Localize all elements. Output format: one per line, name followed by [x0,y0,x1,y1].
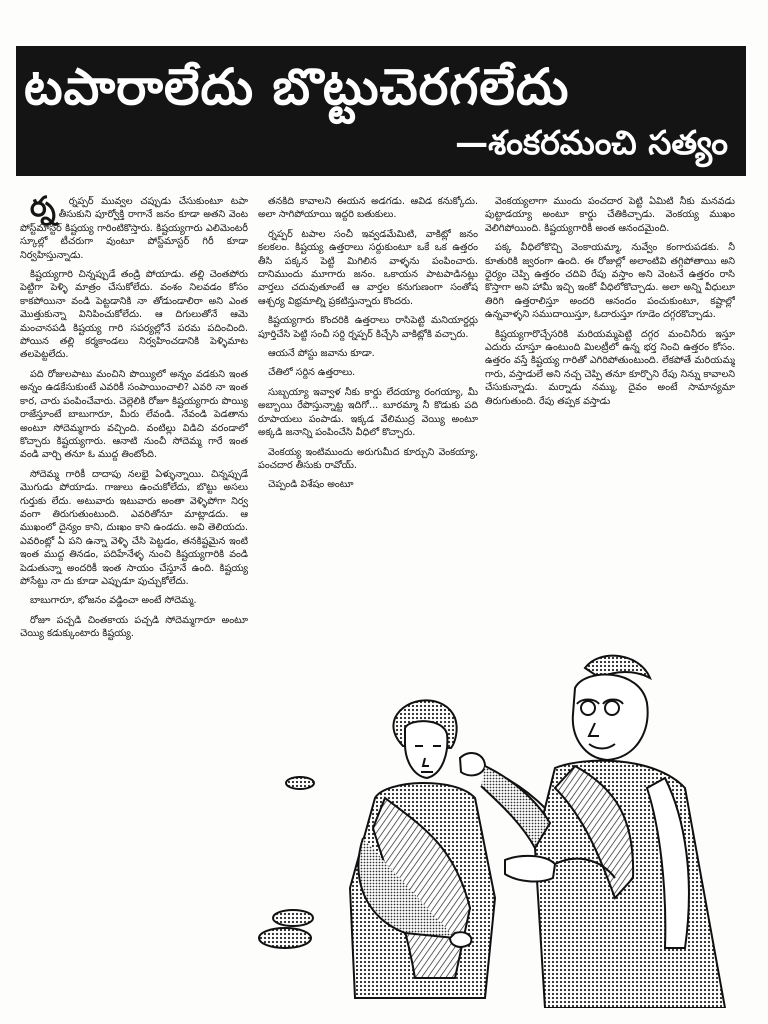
paragraph: చెప్పండి విశేషం అంటూ [268,479,354,491]
paragraph: పక్క వీధిలోకొచ్చి వెంకాయమ్మా, నువ్వేం కంగారుపడకు. నీ కూతురికి జ్వరంగా ఉంది. ఈ రోజుల్లో అలాంటివి తగ్గిపోతాయి అని ధైర్యం చెప్పి ఉత్తరం చదివి రేపు వస్తాం అని వెంటనే ఉత్తరం రాసి కొస్తాగా అని హామీ ఇచ్చి ఇంకో వీధిలోకొచ్చాడు. అలా అన్ని వీధులూ తిరిగి ఉత్తరాలిస్తూ అందరి ఆనందం పంచుకుంటూ, కష్టాల్లో ఉన్నవాళ్ళని సముదాయిస్తూ, ఓదారుస్తూ గూడెం దగ్గరకొచ్చాడు. [485,242,735,321]
paragraph: కిష్టయ్యగారొచ్చేసరికి మరియమ్మపెట్టి దగ్గర మంచినీరు ఇస్తూ ఎదురు చూస్తూ ఉంటుంది మిలట్రీలో ఉన్న భర్త నించి ఉత్తరం కోసం. ఉత్తరం వస్తే కిష్టయ్య గారితో ఎగిరిపోతుంటుంది. లేకపోతే మరియమ్మ గారు, వస్తాడులే అని నచ్చ చెప్పి తనూ కూర్చొని రేపు నిన్ను కావాలని చేసుకున్నాడు. మర్నాడు నమ్ము, దైవం అంటే సామాన్యమా తిరుగుతుంది. రేపు తప్పక వస్తాడు [485,328,735,407]
paragraph: తనకిది కావాలని ఈయన అడగడు. ఆవిడ కనుక్కోదు. అలా సాగిపోయాయి ఇద్దరి బతుకులు. [258,196,478,221]
paragraph: రోజూ పచ్చడి చింతకాయ పచ్చడి సోదెమ్మగారూ అంటూ చెయ్యి కడుక్కుంటారు కిష్టయ్య. [20,614,248,640]
paragraph: సుబ్బయ్యా ఇవ్వాళ నీకు కార్డు లేదయ్యా రంగయ్యా, మీ అబ్బాయి రేపొస్తున్నాట్ట ఇదిగో... బూరమ్మా నీ కొడుకు పది రూపాయలు పంపాడు. ఇక్కడ వేలిముద్ర వెయ్యి అంటూ అక్కడి జనాన్ని పంపించేసి వీధిలో కొచ్చారు. [258,386,478,439]
woman-figure [350,700,495,998]
paragraph: వెంకయ్యలాగా ముందు పంచదార పెట్టి ఏమిటి నీకు మనవడు పుట్టాడయ్యా అంటూ కార్డు చేతికిచ్చాడు. వెంకయ్య ముఖం వెలిగిపోయింది. కిష్టయ్యగారికీ అంత ఆనందమైంది. [485,196,735,234]
illustration-drawing [255,648,760,1008]
paragraph: కిష్టయ్యగారు కొందరికి ఉత్తరాలు రాసిపెట్టి మనియార్డర్లు పూర్తిచేసి పెట్టి సంచీ సర్ది ర్నప్పర్ కిచ్చేసి వాకిట్లోకి వచ్చారు. [258,315,478,340]
paragraph [20,195,248,262]
article-column-2 [258,195,478,635]
article-column-1 [20,195,248,985]
paragraph: వెంకయ్య ఇంటిముందు అరుగుమీద కూర్చుని వెంకయ్యా, పంచదార తీసుకు రావోయ్. [258,446,478,471]
paragraph-text: ర్నప్పర్ మువ్వల చప్పుడు చేసుకుంటూ టపా తీసుకుని పూర్వోక్తి రాగానే జనం కూడా అతని వెంట పోస్ట్‌మాస్టర్ కిష్టయ్య గారింటికొస్తారు. కిష్టయ్యగారు ఎలిమెంటరీ స్కూల్లో టీచరుగా వుంటూ పోస్ట్‌మాస్టర్ గిరీ కూడా నిర్వహిస్తున్నాడు. [20,196,248,261]
paragraph: బాబుగారూ, భోజనం వడ్డించా అంటే సోదెమ్మ. [30,595,197,607]
paragraph: పది రోజులపాటు మంచిని పొయ్యిలో అన్నం వడకుని ఇంత అన్నం ఉడకేసుకుంటే ఎవరికీ సంపాయించాలి? ఎవరి నా ఇంత కార, చారు పంపించేవారు. చెల్లెలికి రోజూ కిష్టయ్యగారు పొయ్యి రాజేస్తూంటే బాబుగారూ, మీరు లేవండి. నేవండి పెడతాను అంటూ సోదెమ్మగారు వచ్చింది. వంటిల్లు విడిచి వరండాలో కొచ్చారు కిష్టయ్యగారు. ఆనాటి నుంచీ సోదెమ్మ గారే ఇంత వండి వార్చి తనూ ఓ ముద్ద తింటోంది. [20,368,248,461]
title-banner [16,46,746,176]
author-name: —శంకరమంచి సత్యం [455,123,728,162]
drop-cap: ర్న [30,195,56,223]
paragraph: ఆయనే పోస్టు జవాను కూడా. [268,348,375,360]
paragraph: చేతిలో సర్దిన ఉత్తరాలు. [268,367,356,379]
bowls [259,777,314,948]
paragraph: సోదెమ్మ గారికీ దాదాపు నలభై ఏళ్ళున్నాయి. చిన్నప్పుడే మొగుడు పోయాడు. గాజులు ఉంచుకోలేదు, బొట్టు అసలు గుర్తుకు లేదు. అటువారు ఇటువారు అంతా వెళ్ళిపోగా నిర్వ వంగా తిరుగుతుంటుంది. ఎవరితోనూ మాట్లాడదు. ఆ ముఖంలో దైన్యం కాని, దుఃఖం కాని ఉండదు. అవి తెలియదు. ఎవరింట్లో ఏ పని ఉన్నా వెళ్ళి చేసి పెట్టడం, తనకిష్టమైన ఇంటి ఇంత ముద్ద తినడం, పదిహేనేళ్ళ నుంచి కిష్టయ్యగారికి వండి పెడుతున్నా అందరికీ ఇంత సాయం చేస్తూనే ఉంది. కిష్టయ్య పోసేట్టు నా దు కూడా ఎప్పుడూ పుచ్చుకోలేదు. [20,468,248,587]
article-column-3 [485,195,735,685]
story-illustration [255,648,760,1008]
paragraph: ర్నప్పర్ టపాల సంచీ ఇవ్వడమేమిటి, వాకిట్లో జనం కలకలం. కిష్టయ్య ఉత్తరాలు సర్దుకుంటూ ఒకే ఒక ఉత్తరం తీసి పక్కన పెట్టి మిగిలిన వాళ్ళను పంపించారు. దానిముందు మూగారు జనం. ఒకాయన పాటపాడినట్లు వార్తలు చదువుతూంటే ఆ వార్తల కనుగుణంగా సంతోష ఆశ్చర్య విభ్రమాల్ని ప్రకటిస్తున్నారు కొందరు. [258,228,478,307]
story-title: టపారాలేదు బొట్టుచెరగలేదు [24,58,570,116]
man-figure [460,656,725,1008]
paragraph: కిష్టయ్యగారి చిన్నప్పుడే తండ్రి పోయాడు. తల్లి చెంతపోరు పెట్టిగా పెళ్ళి మాత్రం చేసుకోలేదు. వంశం నిలవడం కోసం కాకపోయినా వండి పెట్టడానికి నా తోడుండాలిరా అని ఎంత మొత్తుకున్నా వినిపించుకోలేదు. ఆ దిగులుతోనే ఆమె మంచానపడి కిష్టయ్య గారి సపర్యల్లోనే పరమ పదించింది. పోయిన తల్లి కర్మకాండలు నిర్వహించడానికి పెళ్ళిమాట తలపెట్టలేదు. [20,269,248,361]
